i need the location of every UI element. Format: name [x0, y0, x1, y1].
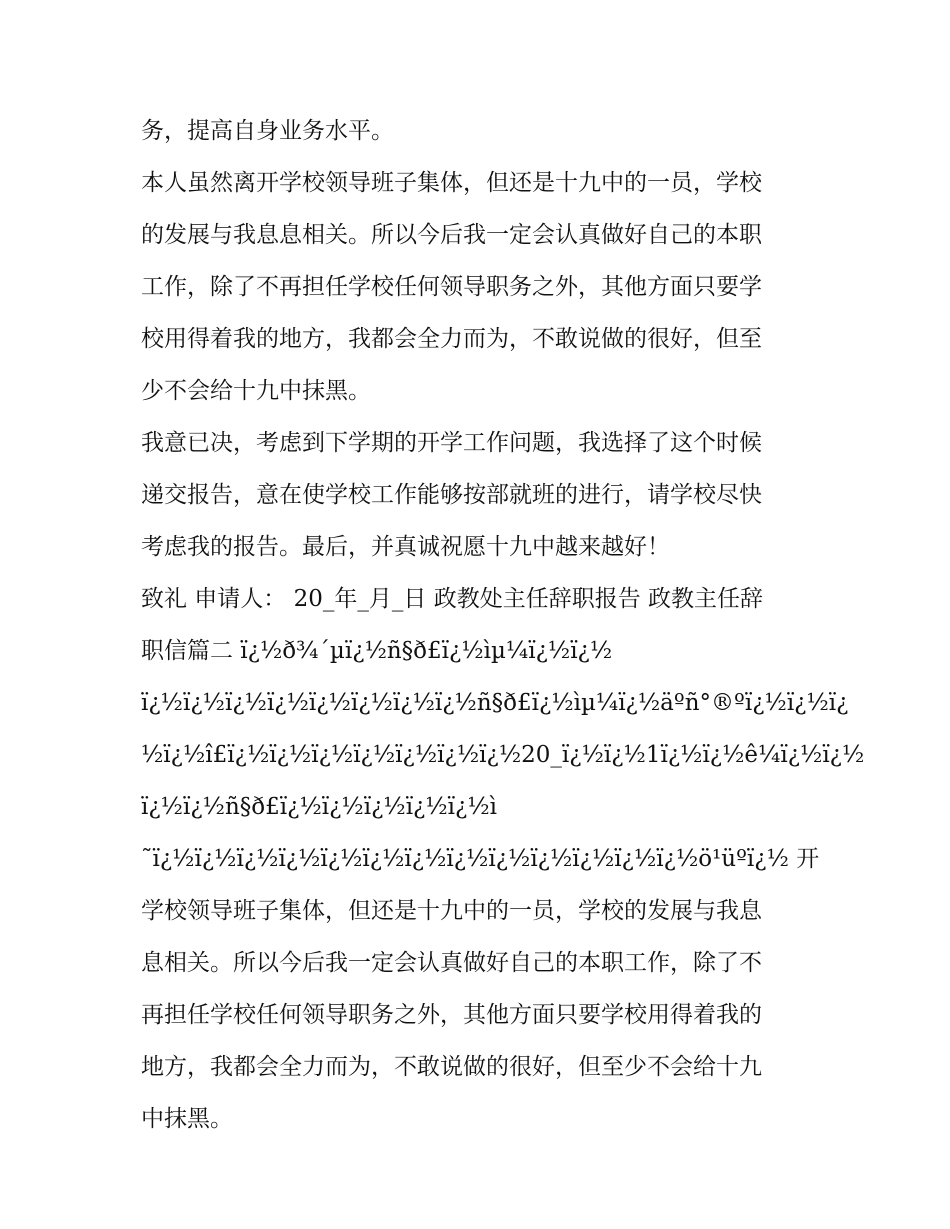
text-line: 我意已决，考虑到下学期的开学工作问题，我选择了这个时候 [141, 430, 762, 456]
text-line: 地方，我都会全力而为，不敢说做的很好，但至少不会给十九 [141, 1054, 762, 1080]
text-line: 递交报告，意在使学校工作能够按部就班的进行，请学校尽快 [141, 482, 762, 508]
text-line: ï¿½ï¿½ñ§ð£ï¿½ï¿½ï¿½ï¿½ï¿½ì [141, 794, 498, 820]
text-line: 工作，除了不再担任学校任何领导职务之外，其他方面只要学 [141, 274, 762, 300]
text-line: 少不会给十九中抹黑。 [141, 378, 371, 404]
text-line: 务，提高自身业务水平。 [141, 118, 394, 144]
text-line: 校用得着我的地方，我都会全力而为，不敢说做的很好，但至 [141, 326, 762, 352]
text-line: 致礼 申请人： 20_年_月_日 政教处主任辞职报告 政教主任辞 [141, 586, 764, 612]
text-line: 中抹黑。 [141, 1106, 233, 1132]
text-line: ˜ï¿½ï¿½ï¿½ï¿½ï¿½ï¿½ï¿½ï¿½ï¿½ï¿½ï¿½ï¿½ï¿½ö¹üºï¿½ 开 [141, 846, 820, 872]
text-line: 本人虽然离开学校领导班子集体，但还是十九中的一员，学校 [141, 170, 762, 196]
text-line: 息相关。所以今后我一定会认真做好自己的本职工作，除了不 [141, 950, 762, 976]
document-body [141, 105, 865, 1145]
text-line: 考虑我的报告。最后，并真诚祝愿十九中越来越好！ [141, 534, 670, 560]
text-line: ï¿½ï¿½ï¿½ï¿½ï¿½ï¿½ï¿½ï¿½ñ§ð£ï¿½ìµ¼ï¿½äºñ°®ºï¿½ï¿½ï¿ [141, 690, 849, 716]
text-line: ½ï¿½î£ï¿½ï¿½ï¿½ï¿½ï¿½ï¿½ï¿½20_ï¿½ï¿½1ï¿½ï¿½ê¼ï¿½ï¿½ [141, 742, 865, 768]
text-line: 的发展与我息息相关。所以今后我一定会认真做好自己的本职 [141, 222, 762, 248]
text-line: 职信篇二 ï¿½ð¾´µï¿½ñ§ð£ï¿½ìµ¼ï¿½ï¿½ [141, 638, 613, 664]
text-line: 学校领导班子集体，但还是十九中的一员，学校的发展与我息 [141, 898, 762, 924]
text-line: 再担任学校任何领导职务之外，其他方面只要学校用得着我的 [141, 1002, 762, 1028]
